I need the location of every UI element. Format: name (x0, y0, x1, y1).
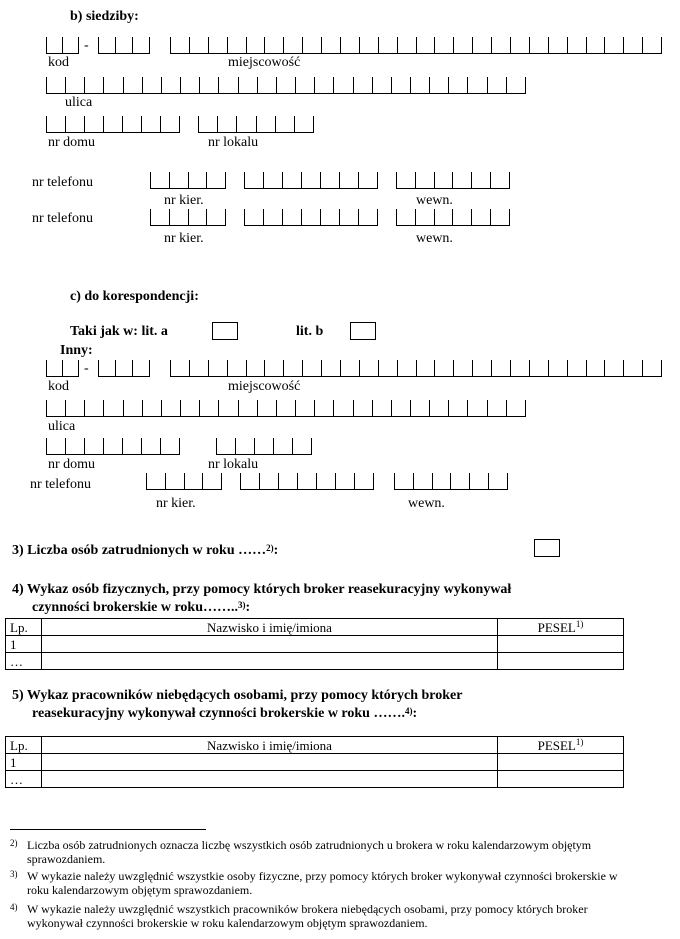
char-cell (240, 473, 259, 489)
siedziby-phone1-number-field[interactable] (244, 172, 378, 189)
table-cell-name[interactable] (42, 771, 498, 788)
char-cell (199, 400, 218, 416)
char-cell (432, 473, 451, 489)
char-cell (62, 360, 79, 376)
siedziby-kod-part1-field[interactable] (46, 37, 79, 54)
char-cell (206, 209, 226, 225)
kor-phone-wewn-field[interactable] (394, 473, 508, 490)
char-cell (358, 209, 378, 225)
siedziby-phone2-label: nr telefonu (32, 211, 94, 226)
footnote-number: 2) (10, 838, 18, 848)
char-cell (227, 37, 246, 53)
char-cell (506, 77, 526, 93)
char-cell (391, 400, 410, 416)
siedziby-phone1-kier-field[interactable] (150, 172, 226, 189)
siedziby-heading: b) siedziby: (70, 9, 139, 24)
char-cell (180, 400, 199, 416)
siedziby-phone1-wewn-label: wewn. (416, 193, 453, 208)
char-cell (642, 360, 662, 376)
char-cell (510, 360, 529, 376)
char-cell (65, 116, 84, 132)
char-cell (283, 360, 302, 376)
char-cell (180, 77, 199, 93)
siedziby-phone1-label: nr telefonu (32, 175, 94, 190)
char-cell (529, 37, 548, 53)
char-cell (353, 77, 372, 93)
table-cell-pesel[interactable] (498, 754, 624, 771)
char-cell (448, 400, 467, 416)
char-cell (488, 473, 508, 489)
char-cell (254, 438, 273, 454)
table-header-lp: Lp. (6, 619, 42, 636)
char-cell (434, 209, 453, 225)
char-cell (415, 172, 434, 188)
char-cell (316, 473, 335, 489)
char-cell (218, 77, 237, 93)
siedziby-ulica-field[interactable] (46, 77, 526, 94)
lit-b-label: lit. b (296, 324, 324, 339)
char-cell (263, 209, 282, 225)
char-cell (238, 77, 257, 93)
kor-kod-part2-field[interactable] (98, 360, 150, 377)
table-header-name: Nazwisko i imię/imiona (42, 737, 498, 754)
char-cell (141, 116, 160, 132)
char-cell (103, 116, 122, 132)
char-cell (65, 438, 84, 454)
char-cell (450, 473, 469, 489)
char-cell (321, 37, 340, 53)
char-cell (378, 37, 397, 53)
char-cell (235, 438, 254, 454)
table-header-pesel: PESEL$^{1)}$ (498, 737, 624, 754)
siedziby-nr-lokalu-field[interactable] (198, 116, 314, 133)
char-cell (160, 116, 180, 132)
char-cell (84, 116, 103, 132)
kor-kod-part1-field[interactable] (46, 360, 79, 377)
char-cell (333, 77, 352, 93)
table-cell-pesel[interactable] (498, 771, 624, 788)
char-cell (123, 400, 142, 416)
char-cell (321, 360, 340, 376)
char-cell (397, 360, 416, 376)
table-header-pesel: PESEL$^{1)}$ (498, 619, 624, 636)
char-cell (142, 400, 161, 416)
char-cell (218, 400, 237, 416)
siedziby-phone2-wewn-label: wewn. (416, 231, 453, 246)
char-cell (46, 77, 65, 93)
section3-count-field[interactable] (534, 539, 560, 557)
char-cell (295, 400, 314, 416)
char-cell (273, 438, 292, 454)
char-cell (46, 438, 65, 454)
siedziby-nr-domu-field[interactable] (46, 116, 180, 133)
char-cell (510, 37, 529, 53)
char-cell (103, 400, 122, 416)
char-cell (604, 360, 623, 376)
char-cell (283, 37, 302, 53)
char-cell (358, 172, 378, 188)
footnote-3 (10, 869, 630, 897)
footnote-number: 4) (10, 902, 18, 912)
table-row (6, 754, 624, 771)
char-cell (236, 116, 255, 132)
siedziby-ulica-label: ulica (65, 95, 93, 110)
siedziby-miejscowosc-field[interactable] (170, 37, 662, 54)
korespondencja-heading: c) do korespondencji: (70, 289, 199, 304)
kor-miejscowosc-field[interactable] (170, 360, 662, 377)
char-cell (471, 172, 490, 188)
char-cell (244, 209, 263, 225)
footnote-separator (10, 829, 206, 830)
char-cell (372, 400, 391, 416)
char-cell (256, 116, 275, 132)
char-cell (46, 116, 65, 132)
char-cell (506, 400, 526, 416)
char-cell (467, 77, 486, 93)
char-cell (115, 360, 132, 376)
char-cell (339, 209, 358, 225)
char-cell (302, 360, 321, 376)
char-cell (434, 37, 453, 53)
section5-line1: 5) Wykaz pracowników niebędących osobami, przy pomocy których broker (12, 688, 463, 703)
siedziby-phone2-kier-label: nr kier. (164, 231, 204, 246)
char-cell (340, 360, 359, 376)
kor-phone-kier-label: nr kier. (156, 496, 196, 511)
char-cell (46, 37, 62, 53)
char-cell (302, 37, 321, 53)
char-cell (333, 400, 352, 416)
char-cell (259, 473, 278, 489)
char-cell (396, 209, 415, 225)
char-cell (642, 37, 662, 53)
char-cell (65, 400, 84, 416)
char-cell (604, 37, 623, 53)
char-cell (378, 360, 397, 376)
kor-phone-number-field[interactable] (240, 473, 374, 490)
char-cell (115, 37, 132, 53)
char-cell (453, 360, 472, 376)
char-cell (282, 209, 301, 225)
char-cell (189, 37, 208, 53)
char-cell (548, 37, 567, 53)
char-cell (453, 37, 472, 53)
char-cell (141, 438, 160, 454)
char-cell (416, 360, 435, 376)
footnote-number: 3) (10, 869, 18, 879)
char-cell (471, 209, 490, 225)
char-cell (264, 360, 283, 376)
section4-line2: czynności brokerskie w roku……..$^{3)}$: (32, 600, 251, 615)
lit-b-checkbox[interactable] (350, 322, 376, 340)
char-cell (434, 172, 453, 188)
kor-ulica-label: ulica (48, 419, 76, 434)
char-cell (208, 37, 227, 53)
char-cell (359, 360, 378, 376)
char-cell (491, 360, 510, 376)
char-cell (586, 360, 605, 376)
char-cell (276, 77, 295, 93)
char-cell (415, 209, 434, 225)
char-cell (46, 360, 62, 376)
char-cell (199, 77, 218, 93)
char-cell (472, 360, 491, 376)
char-cell (472, 37, 491, 53)
char-cell (320, 209, 339, 225)
table-header-lp: Lp. (6, 737, 42, 754)
table-cell-lp: … (6, 653, 42, 670)
char-cell (295, 77, 314, 93)
char-cell (410, 77, 429, 93)
kor-phone-label: nr telefonu (30, 477, 92, 492)
char-cell (150, 209, 169, 225)
char-cell (282, 172, 301, 188)
footnote-4 (10, 902, 630, 930)
siedziby-phone2-kier-field[interactable] (150, 209, 226, 226)
char-cell (448, 77, 467, 93)
char-cell (339, 172, 358, 188)
char-cell (208, 360, 227, 376)
char-cell (452, 209, 471, 225)
char-cell (169, 209, 188, 225)
char-cell (264, 37, 283, 53)
char-cell (372, 77, 391, 93)
char-cell (84, 400, 103, 416)
char-cell (103, 438, 122, 454)
section3-label: 3) Liczba osób zatrudnionych w roku ……$^{2)}$: (12, 543, 279, 558)
table-cell-lp: … (6, 771, 42, 788)
char-cell (416, 37, 435, 53)
char-cell (434, 360, 453, 376)
char-cell (391, 77, 410, 93)
char-cell (314, 400, 333, 416)
char-cell (469, 473, 488, 489)
char-cell (529, 360, 548, 376)
char-cell (246, 37, 265, 53)
char-cell (396, 172, 415, 188)
char-cell (490, 172, 510, 188)
char-cell (189, 360, 208, 376)
section5-table (5, 736, 624, 788)
char-cell (188, 209, 207, 225)
char-cell (170, 37, 189, 53)
char-cell (567, 360, 586, 376)
char-cell (276, 400, 295, 416)
char-cell (123, 77, 142, 93)
siedziby-nr-domu-label: nr domu (48, 135, 96, 150)
char-cell (335, 473, 354, 489)
lit-a-checkbox[interactable] (212, 322, 238, 340)
siedziby-kod-part2-field[interactable] (98, 37, 150, 54)
table-row (6, 771, 624, 788)
kor-miejscowosc-label: miejscowość (228, 379, 301, 394)
char-cell (301, 172, 320, 188)
char-cell (491, 37, 510, 53)
char-cell (467, 400, 486, 416)
char-cell (623, 360, 642, 376)
kor-ulica-field[interactable] (46, 400, 526, 417)
kor-phone-wewn-label: wewn. (408, 496, 445, 511)
table-cell-pesel[interactable] (498, 653, 624, 670)
siedziby-phone2-number-field[interactable] (244, 209, 378, 226)
char-cell (132, 360, 150, 376)
char-cell (217, 116, 236, 132)
kod-dash: - (84, 38, 89, 53)
char-cell (238, 400, 257, 416)
siedziby-kod-label: kod (48, 55, 69, 70)
char-cell (297, 473, 316, 489)
char-cell (122, 438, 141, 454)
char-cell (278, 473, 297, 489)
footnote-text: Liczba osób zatrudnionych oznacza liczbę wszystkich osób zatrudnionych u brokera w roku kalendarzowym objętym sprawozdaniem. (27, 838, 592, 866)
table-cell-name[interactable] (42, 653, 498, 670)
char-cell (394, 473, 413, 489)
char-cell (62, 37, 79, 53)
char-cell (487, 400, 506, 416)
char-cell (46, 400, 65, 416)
char-cell (397, 37, 416, 53)
kor-nr-domu-field[interactable] (46, 438, 180, 455)
char-cell (84, 438, 103, 454)
char-cell (487, 77, 506, 93)
char-cell (103, 77, 122, 93)
section4-line1: 4) Wykaz osób fizycznych, przy pomocy których broker reasekuracyjny wykonywał (12, 582, 512, 597)
table-cell-pesel[interactable] (498, 636, 624, 653)
section4-table (5, 618, 624, 670)
char-cell (206, 172, 226, 188)
char-cell (263, 172, 282, 188)
table-cell-lp: 1 (6, 636, 42, 653)
char-cell (353, 400, 372, 416)
char-cell (429, 77, 448, 93)
kor-nr-lokalu-field[interactable] (216, 438, 312, 455)
siedziby-phone1-wewn-field[interactable] (396, 172, 510, 189)
footnote-2 (10, 838, 630, 866)
siedziby-nr-lokalu-label: nr lokalu (208, 135, 259, 150)
char-cell (170, 360, 189, 376)
table-header-name: Nazwisko i imię/imiona (42, 619, 498, 636)
table-row (6, 653, 624, 670)
char-cell (161, 77, 180, 93)
char-cell (490, 209, 510, 225)
char-cell (227, 360, 246, 376)
kor-kod-label: kod (48, 379, 69, 394)
char-cell (184, 473, 203, 489)
char-cell (246, 360, 265, 376)
char-cell (188, 172, 207, 188)
char-cell (452, 172, 471, 188)
section5-line2: reasekuracyjny wykonywał czynności brokerskie w roku …….$^{4)}$: (32, 706, 418, 721)
char-cell (623, 37, 642, 53)
char-cell (84, 77, 103, 93)
taki-jak-label: Taki jak w: lit. a (70, 324, 168, 339)
char-cell (359, 37, 378, 53)
char-cell (65, 77, 84, 93)
footnote-text: W wykazie należy uwzględnić wszystkich pracowników brokera niebędących osobami, przy pomocy których broker wykonywał czynności brokerskie w roku kalendarzowym objętym sprawozdaniem. (27, 902, 588, 930)
table-cell-name[interactable] (42, 636, 498, 653)
kor-nr-domu-label: nr domu (48, 457, 96, 472)
char-cell (132, 37, 150, 53)
table-row (6, 636, 624, 653)
char-cell (146, 473, 165, 489)
char-cell (122, 116, 141, 132)
char-cell (169, 172, 188, 188)
siedziby-phone1-kier-label: nr kier. (164, 193, 204, 208)
siedziby-miejscowosc-label: miejscowość (228, 55, 301, 70)
char-cell (586, 37, 605, 53)
char-cell (165, 473, 184, 489)
char-cell (292, 438, 312, 454)
char-cell (314, 77, 333, 93)
kor-nr-lokalu-label: nr lokalu (208, 457, 259, 472)
char-cell (198, 116, 217, 132)
char-cell (429, 400, 448, 416)
kor-phone-kier-field[interactable] (146, 473, 222, 490)
char-cell (340, 37, 359, 53)
char-cell (410, 400, 429, 416)
table-cell-lp: 1 (6, 754, 42, 771)
char-cell (98, 37, 115, 53)
char-cell (150, 172, 169, 188)
char-cell (202, 473, 222, 489)
char-cell (294, 116, 314, 132)
char-cell (142, 77, 161, 93)
char-cell (257, 77, 276, 93)
char-cell (160, 438, 180, 454)
char-cell (567, 37, 586, 53)
char-cell (98, 360, 115, 376)
siedziby-phone2-wewn-field[interactable] (396, 209, 510, 226)
char-cell (320, 172, 339, 188)
char-cell (161, 400, 180, 416)
table-cell-name[interactable] (42, 754, 498, 771)
char-cell (548, 360, 567, 376)
footnote-text: W wykazie należy uwzględnić wszystkie osoby fizyczne, przy pomocy których broker wykonywał czynności brokerskie w roku kalendarzowym objętym sprawozdaniem. (27, 869, 618, 897)
char-cell (413, 473, 432, 489)
char-cell (257, 400, 276, 416)
char-cell (354, 473, 374, 489)
char-cell (275, 116, 294, 132)
char-cell (301, 209, 320, 225)
kor-kod-dash: - (84, 361, 89, 376)
inny-label: Inny: (60, 343, 93, 358)
char-cell (244, 172, 263, 188)
char-cell (216, 438, 235, 454)
